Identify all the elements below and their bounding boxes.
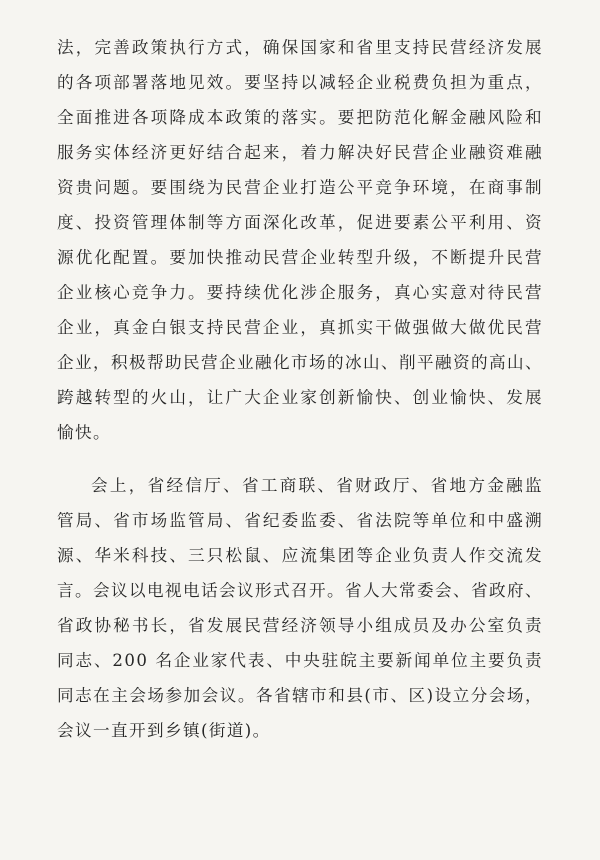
text-line: 省政协秘书长，省发展民营经济领导小组成员及办公室负责: [57, 616, 543, 635]
text-line: 的各项部署落地见效。要坚持以减轻企业税费负担为重点，: [57, 73, 543, 92]
text-line-last: 会议一直开到乡镇(街道)。: [57, 721, 271, 740]
text-line: 源、华米科技、三只松鼠、应流集团等企业负责人作交流发: [57, 546, 543, 565]
text-line: 企业，积极帮助民营企业融化市场的冰山、削平融资的高山、: [57, 353, 543, 372]
paragraph-gap: [57, 450, 543, 468]
text-line: 企业，真金白银支持民营企业，真抓实干做强做大做优民营: [57, 318, 543, 337]
paragraph-1: [57, 30, 543, 450]
text-line: 管局、省市场监管局、省纪委监委、省法院等单位和中盛溯: [57, 511, 543, 530]
text-line: 源优化配置。要加快推动民营企业转型升级，不断提升民营: [57, 248, 543, 267]
text-line-first: 会上，省经信厅、省工商联、省财政厅、省地方金融监: [91, 476, 543, 495]
text-line: 全面推进各项降成本政策的落实。要把防范化解金融风险和: [57, 108, 543, 127]
text-line: 资贵问题。要围绕为民营企业打造公平竞争环境，在商事制: [57, 178, 543, 197]
text-line: 跨越转型的火山，让广大企业家创新愉快、创业愉快、发展: [57, 388, 543, 407]
paragraph-2: [57, 468, 543, 748]
text-line: 言。会议以电视电话会议形式召开。省人大常委会、省政府、: [57, 581, 543, 600]
text-line: 同志在主会场参加会议。各省辖市和县(市、区)设立分会场，: [57, 686, 543, 705]
text-line: 法，完善政策执行方式，确保国家和省里支持民营经济发展: [57, 38, 543, 57]
text-line: 服务实体经济更好结合起来，着力解决好民营企业融资难融: [57, 143, 543, 162]
document-body: [57, 30, 543, 748]
text-line: 同志、200 名企业家代表、中央驻皖主要新闻单位主要负责: [57, 651, 543, 670]
text-line: 度、投资管理体制等方面深化改革，促进要素公平利用、资: [57, 213, 543, 232]
text-line: 企业核心竞争力。要持续优化涉企服务，真心实意对待民营: [57, 283, 543, 302]
text-line-last: 愉快。: [57, 423, 111, 442]
